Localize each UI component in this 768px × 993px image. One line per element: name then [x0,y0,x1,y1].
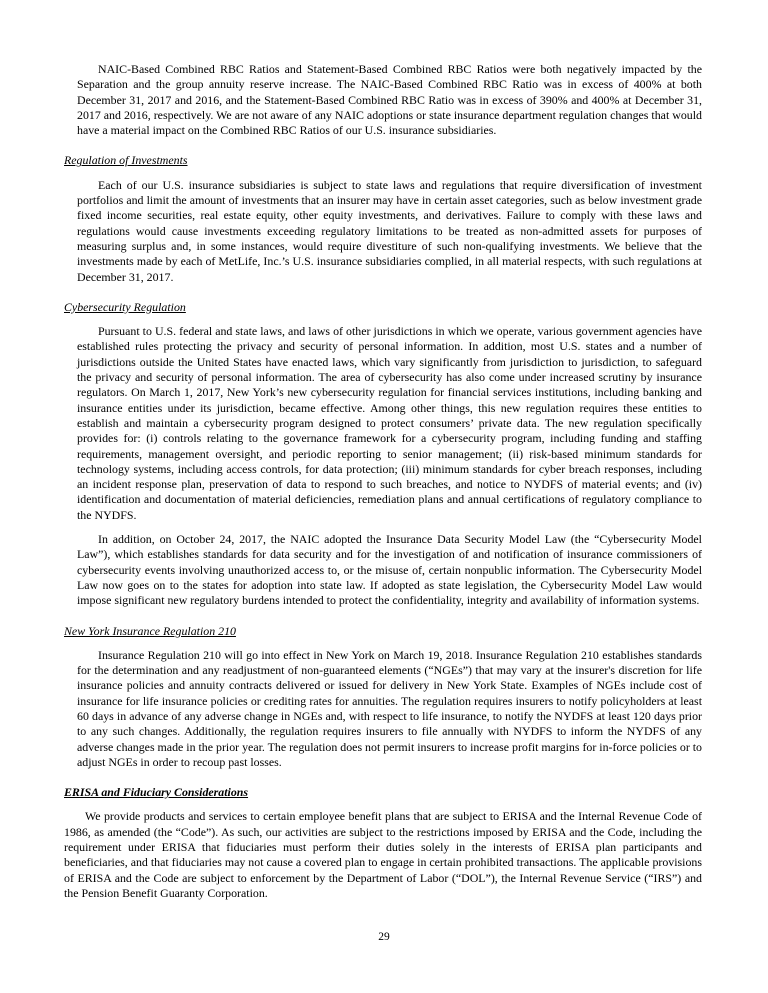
paragraph-regulation-of-investments: Each of our U.S. insurance subsidiaries is subject to state laws and regulations that require diversification of investment portfolios and limit the amount of investments that an insurer may have in certain asset categories, such as below investment grade fixed income securities, real estate equity, other equity investments, and derivatives. Failure to comply with these laws and regulations would cause investments exceeding regulatory limitations to be treated as non-admitted assets for purposes of measuring surplus and, in some instances, would require divestiture of such non-qualifying investments. We believe that the investments made by each of MetLife, Inc.’s U.S. insurance subsidiaries complied, in all material respects, with such regulations at December 31, 2017. [77,177,702,284]
page-number: 29 [378,931,390,943]
paragraph-erisa: We provide products and services to certain employee benefit plans that are subject to ERISA and the Internal Revenue Code of 1986, as amended (the “Code”). As such, our activities are subject to the restrictions imposed by ERISA and the Code, including the requirement under ERISA that fiduciaries must perform their duties solely in the interests of ERISA plan participants and beneficiaries, and that fiduciaries may not cause a covered plan to engage in certain prohibited transactions. The applicable provisions of ERISA and the Code are subject to enforcement by the Department of Labor (“DOL”), the Internal Revenue Service (“IRS”) and the Pension Benefit Guaranty Corporation. [64,809,702,900]
paragraph-cybersecurity-2: In addition, on October 24, 2017, the NAIC adopted the Insurance Data Security Model Law (the “Cybersecurity Model Law”), which establishes standards for data security and for the investigation of and notification of insurance commissioners of cybersecurity events involving unauthorized access to, or the misuse of, certain nonpublic information. The Cybersecurity Model Law now goes on to the states for adoption into state law. If adopted as state legislation, the Cybersecurity Model Law would impose significant new regulatory burdens intended to protect the confidentiality, integrity and availability of information systems. [77,532,702,608]
heading-cybersecurity-regulation: Cybersecurity Regulation [64,299,186,314]
heading-new-york-insurance-regulation-210: New York Insurance Regulation 210 [64,623,236,638]
heading-erisa-and-fiduciary-considerations: ERISA and Fiduciary Considerations [64,785,249,800]
paragraph-new-york-insurance-regulation-210: Insurance Regulation 210 will go into effect in New York on March 19, 2018. Insurance Regulation 210 establishes standards for the determination and any readjustment of non-guaranteed elements (“NGEs”) that may vary at the insurer's discretion for life insurance policies and annuity contracts delivered or issued for delivery in New York State. Examples of NGEs include cost of insurance for life insurance policies or crediting rates for annuities. The regulation requires insurers to notify policyholders at least 60 days in advance of any adverse change in NGEs and, with respect to life insurance, to notify the NYDFS at least 120 days prior to any such changes. Additionally, the regulation requires insurers to file annually with NYDFS to inform the NYDFS of any adverse changes made in the prior year. The regulation does not permit insurers to increase profit margins for in-force policies or to adjust NGEs in order to recoup past losses. [77,647,702,769]
heading-regulation-of-investments: Regulation of Investments [64,153,188,168]
paragraph-cybersecurity-1: Pursuant to U.S. federal and state laws, and laws of other jurisdictions in which we operate, various government agencies have established rules protecting the privacy and security of personal information. In addition, most U.S. states and a number of jurisdictions outside the United States have enacted laws, which vary significantly from jurisdiction to jurisdiction, to safeguard the privacy and security of personal information. The area of cybersecurity has also come under increased scrutiny by insurance regulators. On March 1, 2017, New York’s new cybersecurity regulation for financial services institutions, including banking and insurance entities under its jurisdiction, became effective. Among other things, this new regulation requires these entities to establish and maintain a cybersecurity program designed to protect consumers’ private data. The new regulation specifically provides for: (i) controls relating to the governance framework for a cybersecurity program, including funding and staffing requirements, management oversight, and periodic reporting to senior management; (ii) risk-based minimum standards for technology systems, including access controls, for data protection; (iii) minimum standards for cyber breach responses, including an incident response plan, preservation of data to respond to such breaches, and notice to NYDFS of material events; and (iv) identification and documentation of material deficiencies, remediation plans and annual certifications of regulatory compliance to the NYDFS. [77,324,702,522]
paragraph-rbc-ratios: NAIC-Based Combined RBC Ratios and Statement-Based Combined RBC Ratios were both negatively impacted by the Separation and the group annuity reserve increase. The NAIC-Based Combined RBC Ratio was in excess of 400% at both December 31, 2017 and 2016, and the Statement-Based Combined RBC Ratio was in excess of 390% and 400% at December 31, 2017 and 2016, respectively. We are not aware of any NAIC adoptions or state insurance department regulation changes that would have a material impact on the Combined RBC Ratios of our U.S. insurance subsidiaries. [77,62,702,138]
